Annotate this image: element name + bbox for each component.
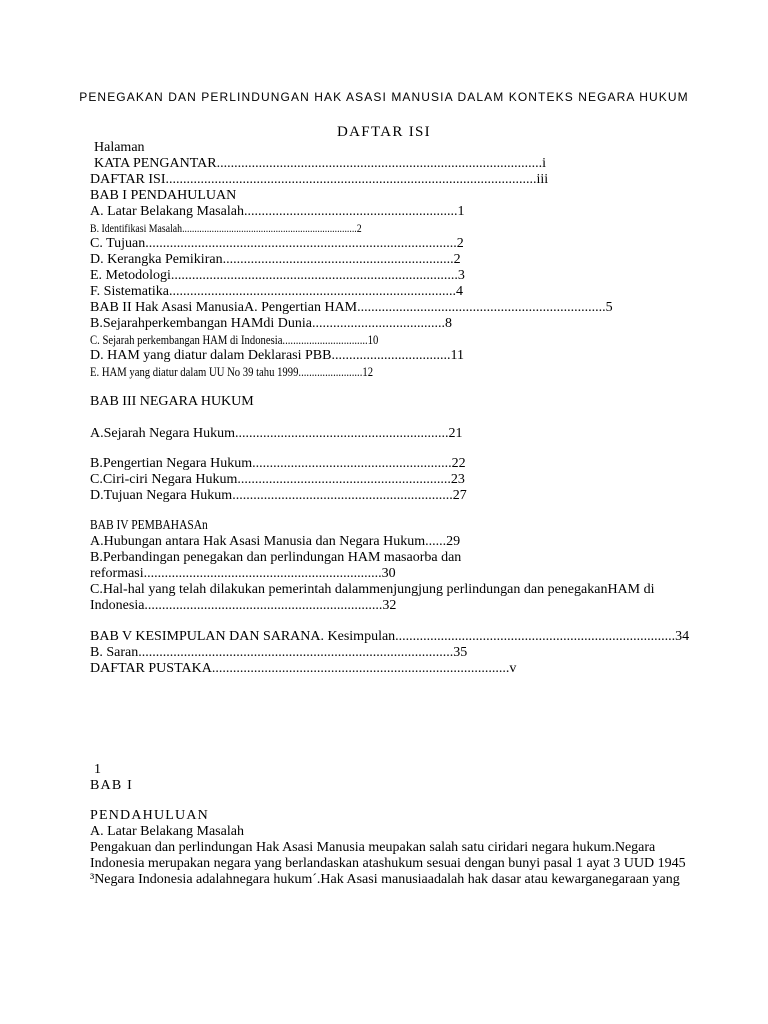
toc-entry: A. Latar Belakang Masalah.............................................................1 [90,204,465,219]
toc-entry-bab-1: BAB I PENDAHULUAN [90,188,237,203]
toc-entry-bab-5: BAB V KESIMPULAN DAN SARANA. Kesimpulan................................................................................34 [90,629,690,644]
toc-entry-bab-2: BAB II Hak Asasi ManusiaA. Pengertian HAM.......................................................................5 [90,300,613,315]
page-number: 1 [94,762,101,777]
toc-entry-daftar-isi: DAFTAR ISI..........................................................................................................iii [90,172,549,187]
chapter-label: BAB I [90,778,133,793]
toc-entry-bab-4: BAB IV PEMBAHASAn [90,518,208,533]
toc-heading: DAFTAR ISI [337,124,431,140]
toc-entry: D. HAM yang diatur dalam Deklarasi PBB..................................11 [90,348,464,363]
toc-entry: B.Perbandingan penegakan dan perlindungan HAM masaorba dan [90,550,462,565]
toc-entry: C.Hal-hal yang telah dilakukan pemerintah dalammenjungjung perlindungan dan penegakanHAM di [90,582,655,597]
toc-entry-daftar-pustaka: DAFTAR PUSTAKA.....................................................................................v [90,661,517,676]
toc-entry-kata-pengantar: KATA PENGANTAR.............................................................................................i [94,156,546,171]
toc-entry: A.Hubungan antara Hak Asasi Manusia dan Negara Hukum......29 [90,534,461,549]
section-heading: A. Latar Belakang Masalah [90,824,244,839]
document-title: PENEGAKAN DAN PERLINDUNGAN HAK ASASI MANUSIA DALAM KONTEKS NEGARA HUKUM [79,90,689,104]
body-text-line: Pengakuan dan perlindungan Hak Asasi Manusia meupakan salah satu ciridari negara hukum.Negara [90,840,656,855]
body-text-line: ³Negara Indonesia adalahnegara hukum´.Hak Asasi manusiaadalah hak dasar atau kewarganegaraan yang [90,872,680,887]
toc-entry: reformasi....................................................................30 [90,566,396,581]
body-text-line: Indonesia merupakan negara yang berlandaskan atashukum sesuai dengan bunyi pasal 1 ayat 3 UUD 1945 [90,856,686,871]
toc-entry: F. Sistematika..................................................................................4 [90,284,463,299]
toc-entry: E. HAM yang diatur dalam UU No 39 tahu 1999........................12 [90,364,374,379]
toc-entry: C. Tujuan.........................................................................................2 [90,236,464,251]
toc-entry: D. Kerangka Pemikiran..................................................................2 [90,252,461,267]
toc-entry: B.Sejarahperkembangan HAMdi Dunia......................................8 [90,316,452,331]
toc-entry: C.Ciri-ciri Negara Hukum.............................................................23 [90,472,465,487]
toc-halaman-label: Halaman [94,140,145,155]
toc-entry: A.Sejarah Negara Hukum.............................................................21 [90,426,463,441]
toc-entry: B. Identifikasi Masalah.......................................................................2 [90,221,362,235]
toc-entry: B. Saran..........................................................................................35 [90,645,468,660]
toc-entry-bab-3: BAB III NEGARA HUKUM [90,394,254,409]
toc-entry: Indonesia....................................................................32 [90,598,397,613]
toc-entry: E. Metodologi..................................................................................3 [90,268,465,283]
toc-entry: B.Pengertian Negara Hukum.........................................................22 [90,456,466,471]
chapter-title: PENDAHULUAN [90,808,209,823]
toc-entry: C. Sejarah perkembangan HAM di Indonesia................................10 [90,332,379,347]
toc-entry: D.Tujuan Negara Hukum...............................................................27 [90,488,467,503]
